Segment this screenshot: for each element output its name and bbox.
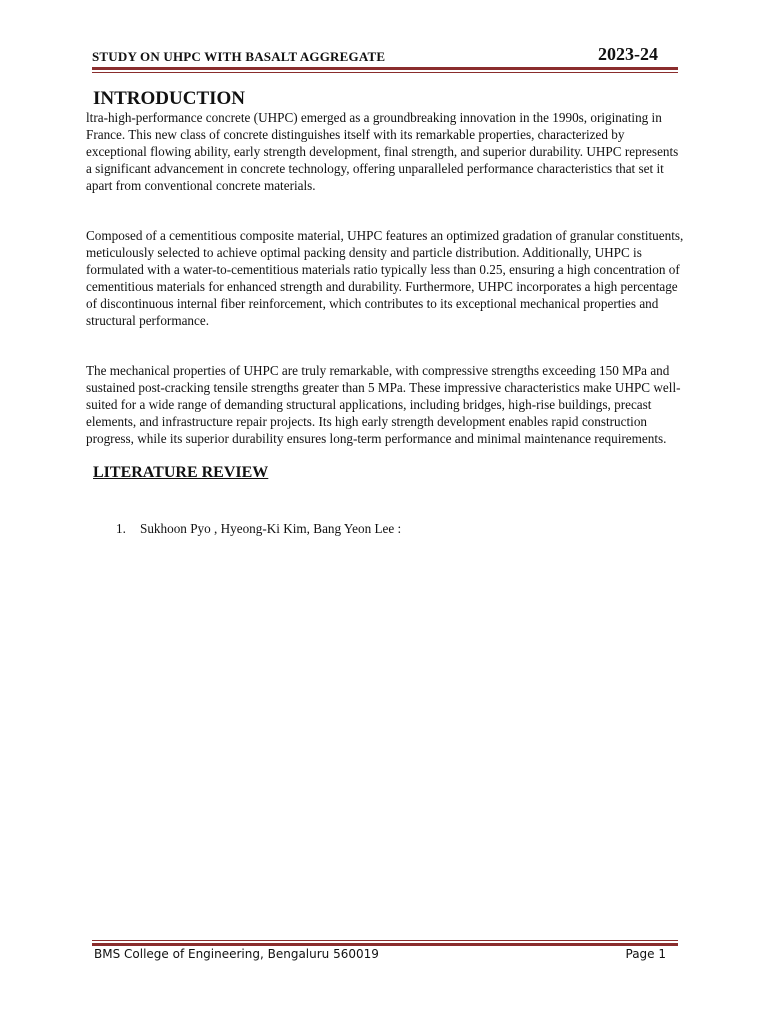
literature-review-heading: LITERATURE REVIEW: [93, 464, 269, 481]
footer-rule-thick: [92, 943, 678, 946]
header-rule-thin: [92, 72, 678, 73]
literature-list: [116, 520, 401, 537]
list-item-text: Sukhoon Pyo , Hyeong-Ki Kim, Bang Yeon Lee :: [140, 521, 402, 536]
intro-paragraph-2: Composed of a cementitious composite material, UHPC features an optimized gradation of granular constituents, meticulously selected to achieve optimal packing density and particle distribution. Additionally, UHPC is formulated with a water-to-cementitious materials ratio typically less than 0.25, ensuring a high concentration of cementitious materials for enhanced strength and durability. Furthermore, UHPC incorporates a high percentage of discontinuous internal fiber reinforcement, which contributes to its exceptional mechanical properties and structural performance.: [86, 228, 684, 328]
header-title: STUDY ON UHPC WITH BASALT AGGREGATE: [92, 49, 386, 64]
header-rule-thick: [92, 67, 678, 70]
intro-paragraph-3: The mechanical properties of UHPC are truly remarkable, with compressive strengths exceeding 150 MPa and sustained post-cracking tensile strengths greater than 5 MPa. These impressive characteristics make UHPC well-suited for a wide range of demanding structural applications, including bridges, high-rise buildings, precast elements, and infrastructure repair projects. Its high early strength development enables rapid construction progress, while its superior durability ensures long-term performance and minimal maintenance requirements.: [86, 363, 681, 446]
list-item: [116, 520, 401, 537]
introduction-heading: INTRODUCTION: [93, 88, 246, 109]
header-year: 2023-24: [598, 44, 658, 64]
footer-page-number: Page 1: [625, 947, 666, 961]
intro-paragraph-1: ltra-high-performance concrete (UHPC) emerged as a groundbreaking innovation in the 1990s, originating in France. This new class of concrete distinguishes itself with its remarkable properties, characterized by exceptional flowing ability, early strength development, final strength, and superior durability. UHPC represents a significant advancement in concrete technology, offering unparalleled performance characteristics that set it apart from conventional concrete materials.: [86, 110, 679, 193]
page-header: [92, 44, 678, 66]
footer-institution: BMS College of Engineering, Bengaluru 560019: [94, 947, 379, 961]
page-footer: [94, 947, 666, 965]
footer-rule-thin: [92, 940, 678, 941]
list-item-number: 1.: [116, 521, 126, 536]
